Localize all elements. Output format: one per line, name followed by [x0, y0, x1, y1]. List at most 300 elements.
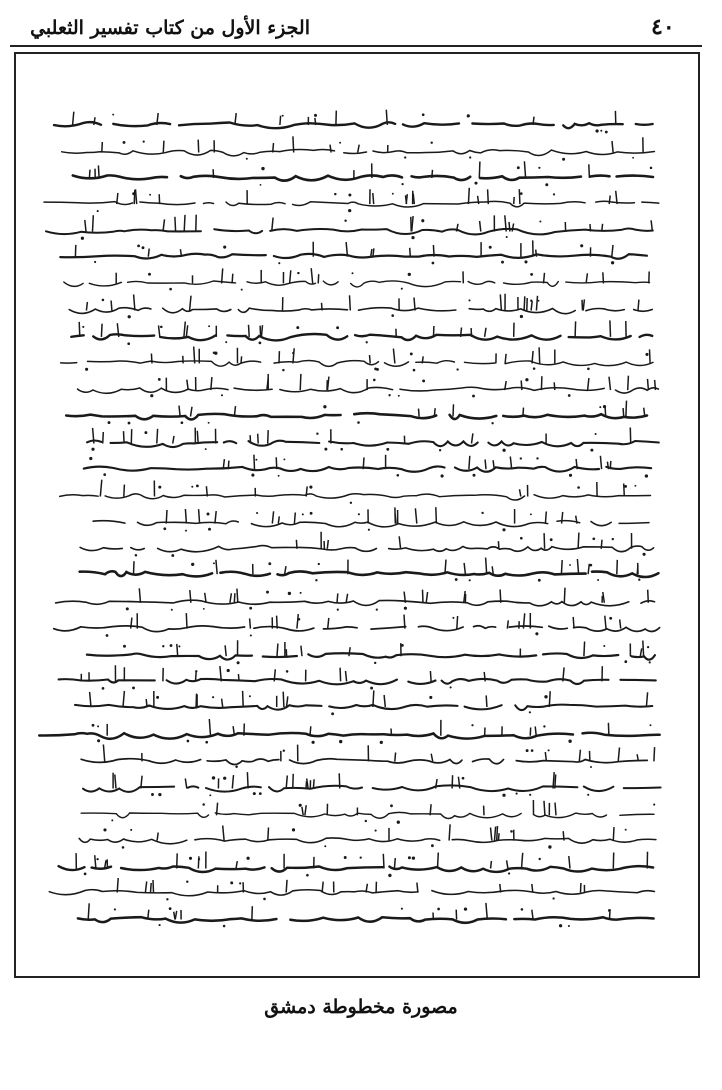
manuscript-dot [520, 315, 523, 318]
manuscript-dot [439, 449, 441, 451]
manuscript-stroke [90, 692, 91, 707]
manuscript-stroke [575, 321, 576, 337]
manuscript-line [83, 785, 661, 791]
manuscript-dot [268, 562, 271, 565]
manuscript-stroke [523, 408, 524, 417]
manuscript-stroke [305, 805, 306, 815]
manuscript-stroke [346, 594, 348, 603]
manuscript-dot [360, 856, 362, 858]
manuscript-stroke [562, 512, 563, 524]
manuscript-dot [401, 183, 403, 185]
manuscript-stroke [610, 461, 611, 469]
manuscript-stroke [492, 566, 493, 574]
manuscript-stroke [491, 828, 492, 841]
manuscript-stroke [500, 294, 501, 310]
manuscript-dot [474, 182, 477, 185]
manuscript-line [75, 705, 652, 710]
manuscript-dot [643, 553, 646, 556]
manuscript-stroke [488, 189, 489, 204]
running-title: الجزء الأول من كتاب تفسير الثعلبي [30, 17, 310, 39]
manuscript-dot [102, 299, 105, 302]
manuscript-stroke [145, 881, 146, 892]
manuscript-stroke [485, 460, 486, 470]
manuscript-stroke [85, 220, 86, 232]
manuscript-stroke [484, 672, 485, 682]
manuscript-stroke [584, 642, 585, 657]
manuscript-dot [401, 908, 403, 910]
manuscript-stroke [306, 781, 307, 788]
manuscript-line [76, 653, 655, 659]
manuscript-dot [538, 300, 540, 302]
manuscript-stroke [449, 824, 450, 840]
manuscript-stroke [102, 142, 103, 153]
manuscript-stroke [186, 325, 187, 337]
manuscript-dot [605, 131, 608, 134]
manuscript-stroke [524, 161, 525, 178]
manuscript-dot [334, 193, 336, 195]
manuscript-stroke [100, 480, 102, 497]
manuscript-line [80, 521, 649, 527]
manuscript-dot [548, 749, 550, 751]
manuscript-stroke [612, 141, 613, 153]
manuscript-line [69, 308, 652, 314]
manuscript-dot [283, 750, 285, 752]
manuscript-stroke [268, 430, 269, 443]
manuscript-dot [553, 193, 555, 195]
manuscript-dot [144, 431, 147, 434]
manuscript-dot [186, 881, 188, 883]
manuscript-stroke [190, 296, 191, 311]
manuscript-line [67, 571, 659, 577]
manuscript-stroke [507, 620, 508, 628]
manuscript-dot [530, 513, 532, 515]
manuscript-stroke [522, 853, 523, 869]
manuscript-dot [411, 236, 414, 239]
manuscript-dot [81, 237, 84, 240]
manuscript-stroke [136, 189, 137, 204]
manuscript-stroke [194, 347, 195, 364]
manuscript-stroke [500, 590, 501, 603]
manuscript-dot [112, 114, 114, 116]
manuscript-dot [388, 394, 390, 396]
manuscript-line [81, 812, 654, 818]
manuscript-dot [592, 537, 595, 540]
manuscript-dot [158, 793, 161, 796]
manuscript-stroke [296, 540, 297, 549]
manuscript-stroke [394, 858, 395, 868]
manuscript-stroke [531, 301, 532, 311]
manuscript-stroke [186, 613, 187, 629]
manuscript-stroke [73, 112, 74, 125]
manuscript-stroke [583, 299, 584, 310]
manuscript-dot [580, 244, 583, 247]
manuscript-stroke [603, 592, 605, 603]
manuscript-dot [323, 405, 326, 408]
manuscript-stroke [536, 250, 537, 257]
manuscript-stroke [423, 590, 424, 603]
manuscript-caption: مصورة مخطوطة دمشق [264, 996, 458, 1018]
manuscript-dot [404, 156, 406, 158]
manuscript-stroke [250, 618, 251, 628]
manuscript-dot [344, 219, 346, 221]
manuscript-dot [209, 794, 211, 796]
manuscript-stroke [228, 461, 229, 470]
manuscript-stroke [404, 615, 405, 629]
manuscript-stroke [605, 616, 606, 629]
manuscript-stroke [243, 691, 244, 707]
manuscript-dot [366, 341, 368, 343]
manuscript-dot [314, 114, 317, 117]
manuscript-stroke [148, 249, 149, 257]
manuscript-dot [150, 394, 153, 397]
manuscript-dot [151, 793, 154, 796]
manuscript-dot [156, 696, 159, 699]
manuscript-stroke [134, 294, 135, 310]
manuscript-stroke [535, 727, 536, 736]
manuscript-dot [263, 898, 266, 901]
manuscript-stroke [480, 221, 481, 232]
manuscript-dot [208, 528, 211, 531]
manuscript-stroke [337, 593, 338, 602]
manuscript-frame [14, 52, 700, 978]
manuscript-dot [510, 830, 513, 833]
manuscript-line [81, 759, 647, 765]
manuscript-dot [203, 608, 205, 610]
manuscript-dot [227, 669, 230, 672]
manuscript-stroke [426, 592, 427, 603]
manuscript-stroke [191, 407, 193, 417]
manuscript-dot [246, 158, 248, 160]
manuscript-stroke [280, 116, 281, 125]
manuscript-stroke [215, 511, 216, 523]
manuscript-dot [450, 686, 452, 688]
manuscript-dot [108, 421, 111, 424]
manuscript-dot [380, 741, 383, 744]
manuscript-line [54, 122, 653, 128]
manuscript-dot [524, 260, 527, 263]
manuscript-stroke [461, 328, 462, 337]
manuscript-dot [350, 502, 352, 504]
manuscript-dot [283, 458, 285, 460]
manuscript-stroke [498, 541, 499, 549]
manuscript-stroke [519, 189, 520, 204]
manuscript-stroke [577, 559, 578, 574]
manuscript-dot [437, 908, 440, 911]
manuscript-dot [410, 352, 413, 355]
manuscript-stroke [500, 884, 501, 893]
manuscript-stroke [151, 883, 152, 893]
manuscript-stroke [223, 826, 224, 841]
manuscript-stroke [363, 457, 364, 469]
manuscript-stroke [602, 224, 603, 232]
manuscript-stroke [241, 356, 242, 363]
manuscript-stroke [350, 295, 351, 310]
manuscript-stroke [495, 827, 496, 841]
manuscript-dot [169, 907, 172, 910]
manuscript-stroke [561, 560, 562, 574]
manuscript-stroke [300, 374, 301, 390]
manuscript-stroke [590, 224, 591, 231]
manuscript-line [65, 175, 653, 180]
manuscript-dot [397, 821, 400, 824]
manuscript-line [32, 733, 660, 739]
manuscript-dot [309, 486, 312, 489]
manuscript-stroke [384, 695, 385, 707]
manuscript-dot [221, 394, 223, 396]
manuscript-dot [520, 457, 522, 459]
manuscript-stroke [234, 593, 235, 603]
manuscript-line [79, 838, 656, 844]
manuscript-stroke [185, 779, 187, 789]
manuscript-dot [531, 749, 534, 752]
manuscript-stroke [600, 456, 601, 469]
manuscript-dot [502, 449, 505, 452]
manuscript-stroke [101, 324, 102, 337]
manuscript-dot [286, 670, 289, 673]
manuscript-dot [373, 379, 376, 382]
manuscript-dot [599, 406, 601, 408]
manuscript-stroke [237, 589, 238, 603]
manuscript-dot [491, 422, 493, 424]
manuscript-stroke [395, 514, 396, 524]
manuscript-dot [239, 882, 241, 884]
manuscript-stroke [457, 616, 458, 629]
manuscript-dot [250, 634, 252, 636]
manuscript-dot [568, 925, 570, 927]
manuscript-dot [386, 448, 389, 451]
manuscript-stroke [88, 903, 89, 919]
manuscript-stroke [654, 747, 655, 761]
manuscript-stroke [261, 325, 262, 337]
manuscript-dot [421, 219, 424, 222]
manuscript-stroke [532, 884, 533, 893]
manuscript-dot [467, 114, 470, 117]
manuscript-stroke [86, 302, 87, 311]
manuscript-dot [374, 662, 376, 664]
manuscript-stroke [124, 485, 125, 497]
manuscript-dot [536, 457, 538, 459]
manuscript-dot [128, 422, 131, 425]
manuscript-line [41, 626, 660, 632]
manuscript-dot [597, 579, 599, 581]
manuscript-dot [123, 141, 126, 144]
manuscript-dot [213, 562, 215, 564]
manuscript-stroke [510, 457, 511, 470]
manuscript-stroke [209, 719, 210, 736]
manuscript-stroke [258, 434, 259, 444]
manuscript-dot [159, 924, 161, 926]
manuscript-dot [158, 486, 161, 489]
manuscript-dot [535, 632, 538, 635]
manuscript-dot [469, 579, 471, 581]
manuscript-dot [331, 712, 334, 715]
manuscript-dot [632, 157, 634, 159]
manuscript-dot [408, 856, 411, 859]
manuscript-stroke [432, 170, 433, 178]
manuscript-stroke [103, 432, 104, 444]
manuscript-dot [278, 475, 280, 477]
manuscript-dot [365, 820, 367, 822]
manuscript-stroke [177, 644, 178, 656]
manuscript-stroke [146, 699, 147, 707]
manuscript-line [66, 413, 647, 419]
manuscript-stroke [603, 272, 604, 283]
manuscript-dot [92, 724, 95, 727]
manuscript-dot [85, 368, 88, 371]
page-number: ٤٠ [651, 14, 675, 40]
manuscript-stroke [197, 431, 198, 444]
manuscript-dot [111, 819, 113, 821]
manuscript-stroke [103, 745, 104, 762]
manuscript-dot [431, 844, 434, 847]
manuscript-dot [390, 804, 393, 807]
manuscript-dot [324, 448, 327, 451]
manuscript-stroke [472, 433, 473, 443]
manuscript-dot [292, 352, 294, 354]
manuscript-dot [456, 368, 458, 370]
manuscript-stroke [184, 215, 185, 232]
manuscript-stroke [232, 274, 233, 284]
manuscript-dot [169, 288, 172, 291]
manuscript-dot [577, 486, 580, 489]
manuscript-stroke [123, 691, 124, 707]
manuscript-dot [94, 261, 96, 263]
manuscript-stroke [373, 193, 374, 204]
manuscript-stroke [410, 248, 411, 257]
manuscript-dot [398, 395, 400, 397]
manuscript-stroke [153, 880, 154, 893]
manuscript-dot [223, 777, 226, 780]
manuscript-stroke [383, 854, 384, 869]
manuscript-dot [339, 142, 341, 144]
manuscript-dot [185, 530, 187, 532]
manuscript-dot [589, 564, 592, 567]
manuscript-dot [208, 325, 210, 327]
manuscript-dot [472, 395, 475, 398]
manuscript-dot [297, 272, 299, 274]
manuscript-stroke [430, 804, 431, 815]
manuscript-dot [506, 236, 508, 238]
manuscript-stroke [650, 349, 651, 363]
manuscript-dot [603, 645, 605, 647]
manuscript-stroke [620, 619, 621, 628]
manuscript-dot [590, 449, 593, 452]
header-rule [10, 45, 702, 47]
manuscript-dot [260, 184, 262, 186]
manuscript-dot [603, 405, 606, 408]
manuscript-dot [205, 741, 208, 744]
manuscript-stroke [395, 753, 396, 762]
manuscript-stroke [431, 754, 433, 762]
manuscript-dot [187, 740, 190, 743]
manuscript-dot [251, 474, 254, 477]
manuscript-dot [230, 881, 233, 884]
manuscript-dot [545, 183, 548, 186]
manuscript-dot [469, 156, 471, 158]
manuscript-dot [278, 262, 280, 264]
manuscript-stroke [646, 692, 647, 707]
manuscript-stroke [198, 856, 199, 868]
manuscript-dot [259, 342, 262, 345]
manuscript-stroke [322, 882, 323, 893]
manuscript-dot [324, 845, 326, 847]
manuscript-dot [235, 765, 238, 768]
manuscript-stroke [485, 328, 486, 337]
manuscript-stroke [623, 408, 624, 417]
manuscript-dot [587, 794, 589, 796]
manuscript-stroke [177, 853, 178, 868]
manuscript-dot [148, 273, 151, 276]
manuscript-dot [123, 645, 126, 648]
manuscript-stroke [206, 486, 207, 496]
manuscript-stroke [315, 118, 316, 125]
manuscript-dot [521, 908, 524, 911]
manuscript-stroke [293, 136, 294, 152]
manuscript-stroke [310, 726, 311, 735]
manuscript-stroke [273, 143, 274, 153]
manuscript-dot [516, 793, 518, 795]
manuscript-dot [352, 272, 354, 274]
manuscript-stroke [163, 141, 164, 153]
manuscript-stroke [283, 692, 284, 707]
manuscript-stroke [497, 826, 498, 841]
manuscript-dot [189, 857, 192, 860]
manuscript-stroke [79, 322, 80, 337]
manuscript-stroke [124, 431, 125, 443]
manuscript-stroke [618, 748, 619, 762]
manuscript-dot [647, 646, 649, 648]
manuscript-stroke [617, 560, 618, 574]
manuscript-stroke [307, 779, 308, 789]
manuscript-stroke [339, 773, 340, 788]
manuscript-dot [212, 776, 215, 779]
manuscript-stroke [349, 647, 350, 656]
manuscript-dot [143, 140, 145, 142]
manuscript-stroke [589, 164, 590, 178]
manuscript-dot [543, 725, 545, 727]
manuscript-dot [401, 644, 404, 647]
manuscript-dot [624, 485, 627, 488]
manuscript-stroke [238, 674, 239, 681]
manuscript-stroke [469, 456, 470, 469]
manuscript-stroke [386, 110, 387, 125]
manuscript-stroke [638, 300, 639, 311]
manuscript-line [78, 387, 659, 393]
manuscript-dot [569, 474, 572, 477]
manuscript-dot [649, 661, 651, 663]
manuscript-dot [97, 210, 99, 212]
manuscript-dot [481, 512, 483, 514]
manuscript-dot [96, 858, 98, 860]
manuscript-dot [163, 527, 166, 530]
manuscript-dot [191, 563, 194, 566]
manuscript-dot [208, 422, 210, 424]
manuscript-dot [97, 725, 99, 727]
manuscript-dot [608, 909, 611, 912]
manuscript-stroke [225, 645, 226, 656]
manuscript-stroke [173, 436, 174, 444]
manuscript-stroke [249, 325, 250, 337]
manuscript-stroke [393, 349, 395, 364]
manuscript-dot [609, 617, 612, 620]
manuscript-dot [259, 792, 262, 795]
manuscript-dot [550, 538, 553, 541]
manuscript-stroke [272, 511, 273, 523]
manuscript-dot [198, 858, 200, 860]
manuscript-dot [191, 486, 193, 488]
manuscript-stroke [277, 644, 278, 657]
manuscript-dot [611, 261, 614, 264]
